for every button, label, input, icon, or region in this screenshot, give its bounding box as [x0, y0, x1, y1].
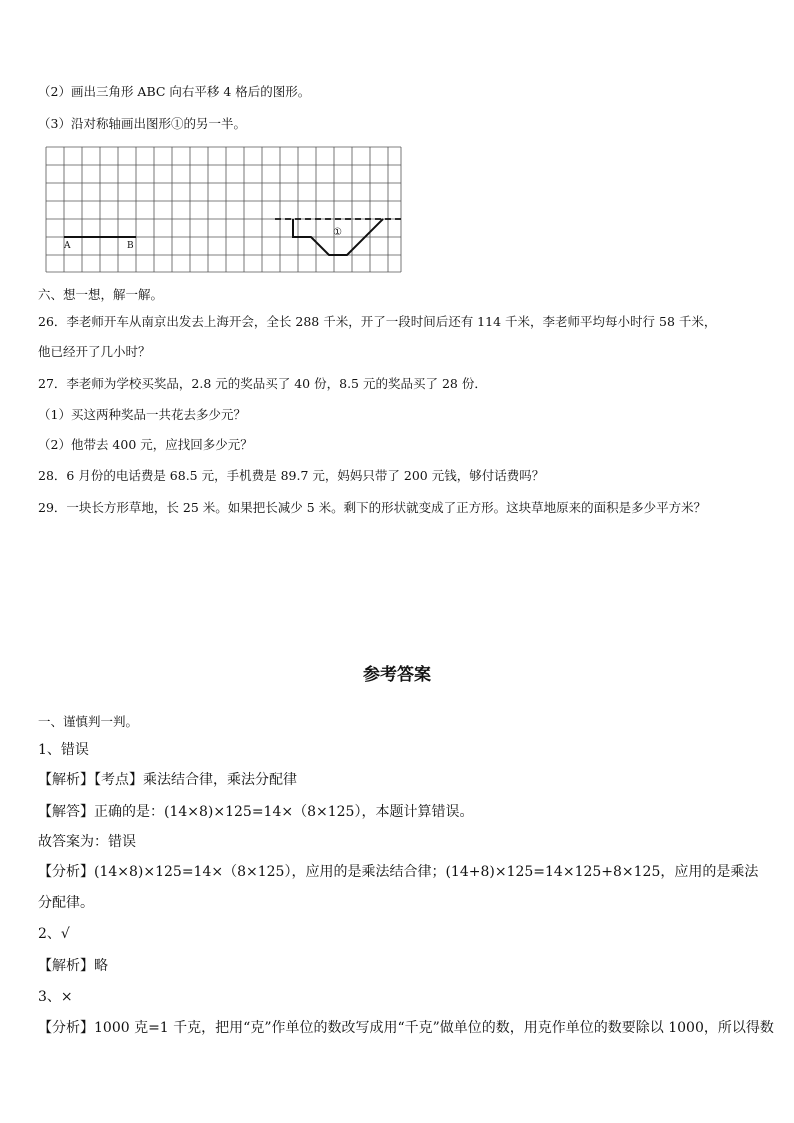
question-29: 29．一块长方形草地，长 25 米。如果把长减少 5 米。剩下的形状就变成了正方形。这块草地原来的面积是多少平方米？	[38, 500, 707, 515]
answer-2-analysis: 【解析】略	[38, 958, 108, 974]
question-26-line-2: 他已经开了几小时？	[38, 344, 151, 359]
point-b-label: B	[127, 241, 134, 251]
answer-2-result: 2、√	[38, 926, 70, 942]
answer-1-solution: 【解答】正确的是：(14×8)×125=14×（8×125），本题计算错误。	[38, 804, 474, 820]
point-a-label: A	[64, 241, 71, 251]
answer-1-analysis: 【解析】【考点】乘法结合律，乘法分配律	[38, 772, 297, 788]
shape-1-label: ①	[333, 227, 342, 238]
question-27-part-2: （2）他带去 400 元，应找回多少元？	[38, 437, 253, 452]
question-28: 28．6 月份的电话费是 68.5 元，手机费是 89.7 元，妈妈只带了 200 元钱，够付话费吗？	[38, 468, 545, 483]
answers-title: 参考答案	[363, 665, 431, 685]
question-item-2: （2）画出三角形 ABC 向右平移 4 格后的图形。	[38, 84, 311, 99]
question-item-3: （3）沿对称轴画出图形①的另一半。	[38, 116, 246, 131]
question-27: 27．李老师为学校买奖品，2.8 元的奖品买了 40 份，8.5 元的奖品买了 28 份．	[38, 376, 487, 391]
answer-1-result: 1、错误	[38, 742, 89, 758]
answer-1-explanation-line-1: 【分析】(14×8)×125=14×（8×125），应用的是乘法结合律；(14+8)×125=14×125+8×125，应用的是乘法	[38, 864, 759, 880]
answer-3-result: 3、×	[38, 989, 73, 1005]
answer-3-explanation: 【分析】1000 克=1 千克，把用“克”作单位的数改写成用“千克”做单位的数，用克作单位的数要除以 1000，所以得数	[38, 1020, 774, 1036]
question-26-line-1: 26．李老师开车从南京出发去上海开会，全长 288 千米，开了一段时间后还有 114 千米，李老师平均每小时行 58 千米，	[38, 314, 717, 329]
section-6-heading: 六、想一想，解一解。	[38, 287, 164, 302]
answer-1-explanation-line-2: 分配律。	[38, 895, 94, 911]
grid-figure	[45, 146, 403, 274]
answers-section-1-heading: 一、谨慎判一判。	[38, 714, 139, 729]
question-27-part-1: （1）买这两种奖品一共花去多少元？	[38, 407, 246, 422]
answer-1-conclusion: 故答案为：错误	[38, 834, 136, 850]
